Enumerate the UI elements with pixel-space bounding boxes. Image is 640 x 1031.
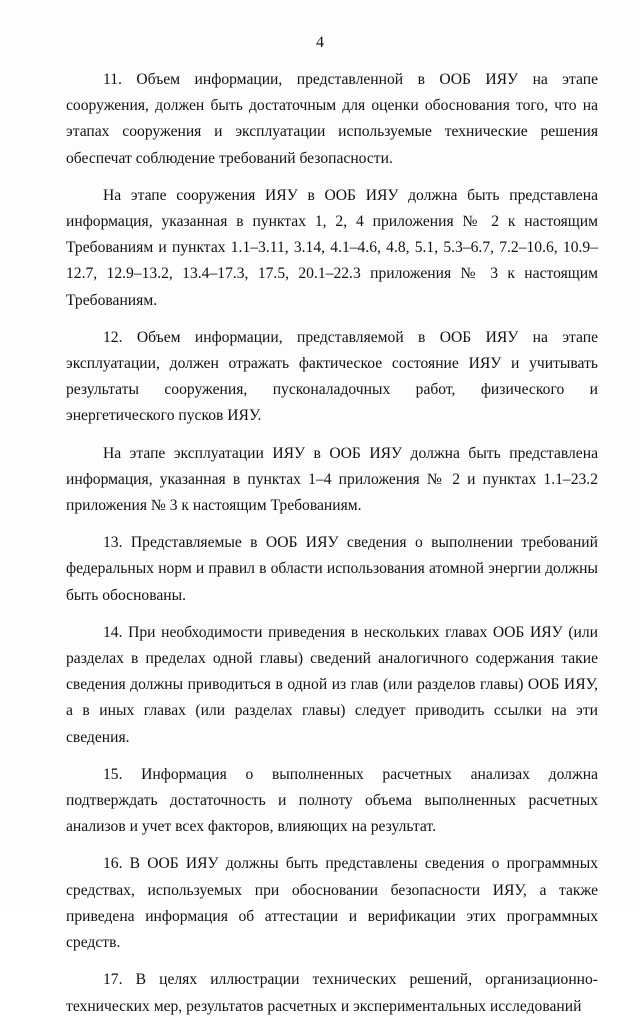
paragraph-14: 14. При необходимости приведения в нескольких главах ООБ ИЯУ (или разделах в пределах одной главы) сведений аналогичного содержания такие сведения должны приводиться в одной из глав (или разделов главы) ООБ ИЯУ, а в иных главах (или разделах главы) следует приводить ссылки на эти сведения. [66,623,598,746]
paragraph-12-operation-stage: На этапе эксплуатации ИЯУ в ООБ ИЯУ должна быть представлена информация, указанная в пунктах 1–4 приложения № 2 и пунктах 1.1–23.2 приложения № 3 к настоящим Требованиям. [66,444,598,515]
page-body [66,67,598,1031]
paragraph-12: 12. Объем информации, представляемой в ООБ ИЯУ на этапе эксплуатации, должен отражать фактическое состояние ИЯУ и учитывать результаты сооружения, пусконаладочных работ, физического и энергетического пусков ИЯУ. [66,328,598,425]
paragraph-17: 17. В целях иллюстрации технических решений, организационно-технических мер, результатов расчетных и экспериментальных исследований [66,971,598,1015]
paragraph-11-construction-stage: На этапе сооружения ИЯУ в ООБ ИЯУ должна быть представлена информация, указанная в пунктах 1, 2, 4 приложения № 2 к настоящим Требованиям и пунктах 1.1–3.11, 3.14, 4.1–4.6, 4.8, 5.1, 5.3–6.7, 7.2–10.6, 10.9–12.7, 12.9–13.2, 13.4–17.3, 17.5, 20.1–22.3 приложения № 3 к настоящим Требованиям. [66,186,598,309]
page-number: 4 [316,34,324,51]
paragraph-15: 15. Информация о выполненных расчетных анализах должна подтверждать достаточность и полноту объема выполненных расчетных анализов и учет всех факторов, влияющих на результат. [66,765,598,836]
paragraph-16: 16. В ООБ ИЯУ должны быть представлены сведения о программных средствах, используемых при обосновании безопасности ИЯУ, а также приведена информация об аттестации и верификации этих программных средств. [66,855,598,952]
paragraph-13: 13. Представляемые в ООБ ИЯУ сведения о выполнении требований федеральных норм и правил в области использования атомной энергии должны быть обоснованы. [66,534,598,604]
paragraph-11: 11. Объем информации, представленной в ООБ ИЯУ на этапе сооружения, должен быть достаточным для оценки обоснования того, что на этапах сооружения и эксплуатации используемые технические решения обеспечат соблюдение требований безопасности. [66,71,598,167]
